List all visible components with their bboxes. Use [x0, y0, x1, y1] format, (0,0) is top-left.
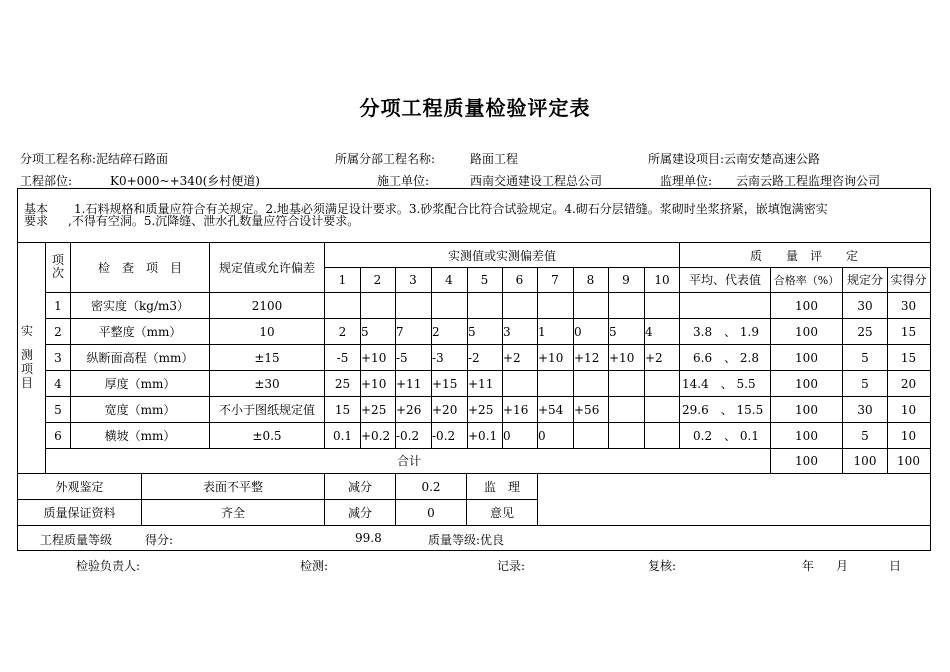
row-measure-value: +25 [361, 402, 387, 417]
row-measure-value: +10 [361, 350, 387, 365]
row-measure-value: +20 [432, 402, 458, 417]
row-rate: 100 [795, 350, 818, 365]
grade-level-value: 优良 [480, 533, 505, 547]
grade-score-value: 99.8 [355, 531, 382, 545]
row-measure-value: 15 [334, 402, 351, 417]
row-measure-value: -0.2 [432, 428, 456, 443]
row-actual-score: 20 [900, 376, 917, 391]
row-measure-value: 2 [338, 324, 347, 339]
row-measure-value: +10 [609, 350, 635, 365]
row-measure-value [644, 397, 681, 422]
row-measure-value: 3 [503, 324, 511, 339]
row-avg: 3.8 、 1.9 [693, 325, 759, 339]
row-spec-score: 30 [857, 402, 873, 417]
col-no-line2: 次 [51, 266, 64, 280]
row-spec: 2100 [251, 298, 283, 313]
row-measure-value: 7 [396, 324, 404, 339]
row-avg: 14.4 、 5.5 [682, 377, 756, 391]
col-measured-header: 实测值或实测偏差值 [447, 248, 556, 263]
row-rate: 100 [795, 298, 818, 313]
grade-score-label: 得分: [145, 533, 174, 547]
basic-req-label-2: 要求 [24, 214, 49, 228]
row-measure-value [537, 293, 574, 318]
row-spec-score: 5 [861, 428, 869, 443]
row-avg: 29.6 、 15.5 [682, 403, 764, 417]
construction-label: 所属建设项目: [648, 152, 725, 166]
row-measure-value [573, 293, 609, 318]
contractor-label: 施工单位: [377, 174, 430, 188]
row-measure-value: 0 [538, 428, 546, 443]
footer-inspector: 检验负责人: [76, 559, 141, 573]
row-measure-value: 0 [503, 428, 511, 443]
row-measure-value: +2 [645, 350, 663, 365]
hline-quality-doc [17, 525, 930, 526]
row-actual-score: 30 [900, 298, 917, 313]
appearance-deduct-label: 减分 [347, 480, 372, 494]
row-measure-value: +26 [396, 402, 422, 417]
side-label-4: 目 [21, 376, 34, 390]
row-spec-score: 30 [857, 298, 873, 313]
row-rate: 100 [795, 402, 818, 417]
row-measure-value: +56 [574, 402, 600, 417]
measure-col-9: 9 [622, 272, 630, 287]
row-actual-score: 15 [900, 324, 917, 339]
measure-col-8: 8 [586, 272, 595, 287]
row-measure-value [644, 371, 681, 396]
row-spec-score: 5 [861, 350, 869, 365]
basic-req-label-1: 基本 [24, 202, 49, 216]
row-spec-score: 5 [861, 376, 869, 391]
row-measure-value [325, 293, 361, 318]
row-measure-value: +2 [503, 350, 521, 365]
row-no: 1 [54, 298, 62, 313]
col-no-header [46, 243, 70, 291]
construction-value: 云南安楚高速公路 [724, 152, 821, 166]
grade-level-label: 质量等级: [428, 533, 481, 547]
location-label: 工程部位: [20, 174, 73, 188]
measure-col-6: 6 [515, 272, 524, 287]
row-measure-value: +16 [503, 402, 529, 417]
row-measure-value [608, 397, 645, 422]
row-measure-value [360, 293, 396, 318]
row-spec: 10 [259, 324, 275, 339]
row-measure-value [644, 423, 681, 448]
col-no-line1: 项 [51, 253, 64, 267]
col-actual-score-header: 实得分 [890, 273, 927, 287]
col-spec-header: 规定值或允许偏差 [218, 260, 315, 275]
row-measure-value [537, 371, 574, 396]
opinion-label: 意见 [489, 506, 514, 520]
side-label-3: 项 [21, 362, 34, 376]
measure-col-2: 2 [373, 272, 382, 287]
basic-req-text-1: 1.石料规格和质量应符合有关规定。2.地基必须满足设计要求。3.砂浆配合比符合试验规定。4.砌石分层错缝。浆砌时坐浆挤紧，嵌填饱满密实 [74, 202, 828, 216]
row-measure-value: 0 [574, 324, 582, 339]
construction-project [648, 150, 820, 167]
row-measure-value: +11 [396, 376, 422, 391]
parent-project-label: 所属分部工程名称: [335, 152, 436, 166]
row-measure-value: 5 [361, 324, 369, 339]
row-measure-value [573, 371, 609, 396]
footer-test: 检测: [300, 559, 329, 573]
row-measure-value: 4 [645, 324, 653, 339]
footer-day: 日 [889, 559, 902, 573]
row-measure-value: -5 [396, 350, 408, 365]
side-label-1: 实 [21, 324, 34, 338]
row-item: 宽度（mm） [104, 403, 176, 417]
row-item: 密实度（kg/m3） [90, 299, 189, 313]
measure-col-10: 10 [654, 272, 670, 287]
vline-bottom-supervision [537, 473, 538, 525]
row-measure-value: +15 [432, 376, 458, 391]
total-spec-score: 100 [853, 453, 877, 468]
row-measure-value [502, 293, 538, 318]
appearance-value: 表面不平整 [202, 480, 263, 494]
row-measure-value [395, 293, 432, 318]
contractor-value: 西南交通建设工程总公司 [470, 174, 603, 188]
row-no: 4 [54, 376, 62, 391]
basic-req-text [68, 202, 828, 228]
total-actual-score: 100 [897, 453, 920, 468]
quality-doc-value: 齐全 [220, 506, 245, 520]
grade-label: 工程质量等级 [40, 533, 113, 547]
row-measure-value: 5 [468, 324, 476, 339]
measure-col-4: 4 [445, 272, 453, 287]
row-spec: 不小于图纸规定值 [218, 403, 315, 417]
row-measure-value: 5 [609, 324, 617, 339]
sub-project-value: 泥结碎石路面 [96, 152, 169, 166]
col-avg-header: 平均、代表值 [688, 273, 761, 287]
row-item: 厚度（mm） [104, 377, 176, 391]
supervisor-value: 云南云路工程监理咨询公司 [736, 174, 881, 188]
row-avg [681, 293, 771, 318]
location-value: K0+000~+340(乡村便道) [110, 174, 260, 188]
row-measure-value: -2 [468, 350, 480, 365]
row-no: 3 [54, 350, 62, 365]
col-quality-header: 质 量 评 定 [749, 248, 858, 263]
supervisor-label: 监理单位: [660, 174, 713, 188]
side-label-2: 测 [21, 348, 34, 362]
row-measure-value: +12 [574, 350, 600, 365]
row-measure-value: +0.1 [468, 428, 498, 443]
sub-project-name [20, 150, 168, 167]
row-item: 纵断面高程（mm） [86, 351, 194, 365]
appearance-label: 外观鉴定 [55, 480, 104, 494]
basic-req-label [24, 203, 48, 227]
grade-level [428, 531, 504, 548]
row-item: 横坡（mm） [104, 429, 176, 443]
row-actual-score: 10 [900, 402, 917, 417]
measure-col-1: 1 [338, 272, 347, 287]
row-measure-value [431, 293, 468, 318]
parent-project-value: 路面工程 [470, 152, 519, 166]
row-spec: ±0.5 [252, 428, 282, 443]
row-spec-score: 25 [857, 324, 873, 339]
row-measure-value: 25 [334, 376, 351, 391]
row-no: 5 [54, 402, 62, 417]
side-label [21, 324, 33, 390]
row-measure-value: +10 [538, 350, 564, 365]
row-measure-value [502, 371, 538, 396]
footer-record: 记录: [497, 559, 526, 573]
row-measure-value: +10 [361, 376, 387, 391]
row-avg: 0.2 、 0.1 [693, 429, 759, 443]
row-spec: ±15 [254, 350, 280, 365]
quality-doc-deduct-value: 0 [427, 505, 435, 520]
row-avg: 6.6 、 2.8 [693, 351, 759, 365]
row-measure-value: 2 [432, 324, 440, 339]
col-rate-header: 合格率（%） [773, 273, 840, 287]
quality-doc-deduct-label: 减分 [347, 506, 372, 520]
row-measure-value [467, 293, 503, 318]
row-no: 2 [54, 324, 62, 339]
sub-project-label: 分项工程名称: [20, 152, 97, 166]
quality-doc-label: 质量保证资料 [43, 506, 116, 520]
row-spec: ±30 [254, 376, 280, 391]
row-measure-value: -3 [432, 350, 444, 365]
measure-col-3: 3 [409, 272, 417, 287]
row-item: 平整度（mm） [98, 325, 182, 339]
col-spec-score-header: 规定分 [846, 273, 883, 287]
page-title: 分项工程质量检验评定表 [359, 96, 591, 120]
row-measure-value: 0.1 [332, 428, 353, 443]
row-rate: 100 [795, 428, 818, 443]
appearance-deduct-value: 0.2 [421, 479, 441, 494]
total-rate: 100 [795, 453, 818, 468]
row-measure-value [608, 423, 645, 448]
supervision-label: 监 理 [483, 480, 520, 494]
measure-col-5: 5 [480, 272, 489, 287]
row-measure-value: +25 [468, 402, 494, 417]
basic-req-text-2: ,不得有空洞。5.沉降缝、泄水孔数量应符合设计要求。 [68, 214, 360, 228]
row-measure-value: 1 [538, 324, 546, 339]
row-measure-value: +11 [468, 376, 494, 391]
footer-year: 年 [802, 559, 815, 573]
row-measure-value [608, 371, 645, 396]
row-measure-value: +0.2 [361, 428, 391, 443]
row-actual-score: 10 [900, 428, 917, 443]
row-actual-score: 15 [900, 350, 917, 365]
row-no: 6 [54, 428, 62, 443]
row-measure-value: -0.2 [396, 428, 420, 443]
row-measure-value: -5 [336, 350, 349, 365]
row-measure-value [608, 293, 645, 318]
col-item-header: 检 查 项 目 [97, 260, 182, 275]
measure-col-7: 7 [551, 272, 559, 287]
row-measure-value: +54 [538, 402, 564, 417]
row-rate: 100 [795, 376, 818, 391]
footer-month: 月 [836, 559, 849, 573]
row-rate: 100 [795, 324, 818, 339]
total-label: 合计 [396, 454, 421, 468]
row-measure-value [573, 423, 609, 448]
footer-review: 复核: [648, 559, 677, 573]
row-measure-value [644, 293, 681, 318]
